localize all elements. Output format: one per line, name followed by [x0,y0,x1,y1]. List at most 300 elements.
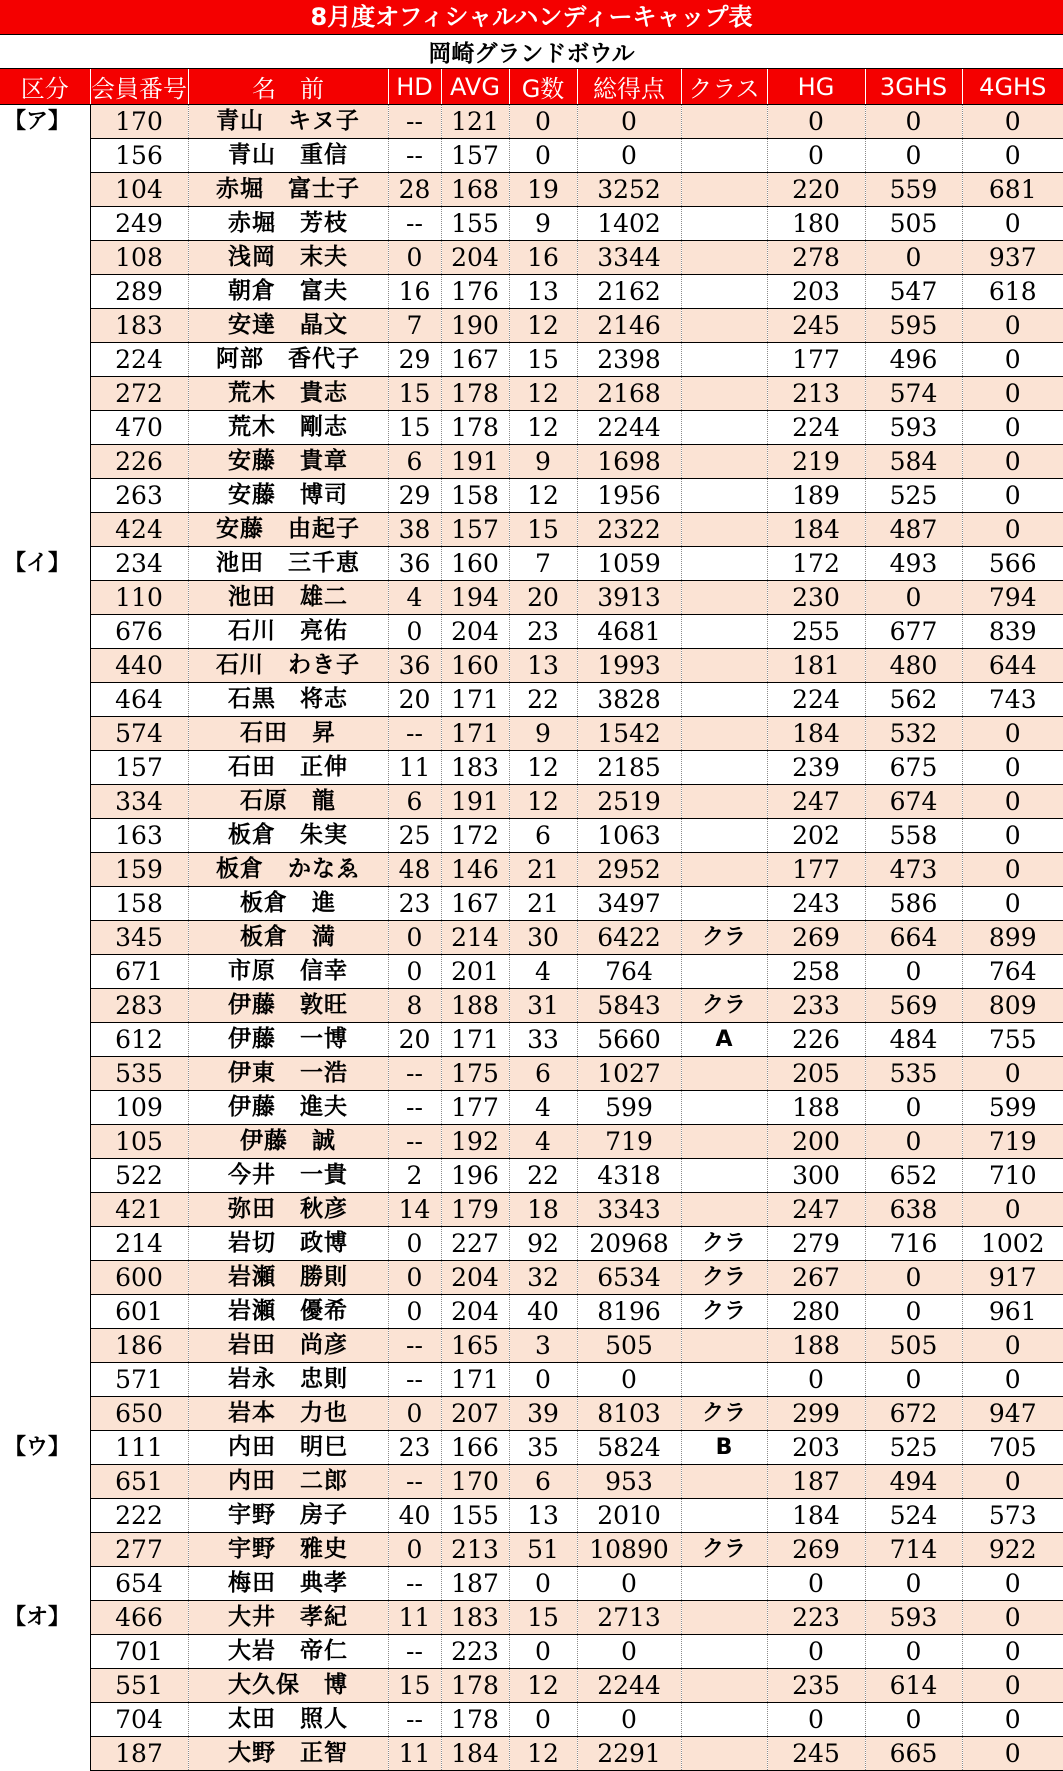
3ghs-value: 547 [865,275,962,309]
games-value: 15 [509,343,577,377]
member-id: 464 [90,683,188,717]
games-value: 39 [509,1397,577,1431]
3ghs-value: 0 [865,955,962,989]
member-id: 234 [90,547,188,581]
hd-value: 11 [388,1737,441,1771]
games-value: 0 [509,105,577,139]
total-score: 8103 [577,1397,681,1431]
row-section [0,139,90,173]
hd-value: 8 [388,989,441,1023]
class-value [681,1601,767,1635]
avg-value: 175 [441,1057,509,1091]
hd-value: 2 [388,1159,441,1193]
member-id: 104 [90,173,188,207]
member-id: 183 [90,309,188,343]
hd-value: -- [388,1635,441,1669]
3ghs-value: 524 [865,1499,962,1533]
header-4ghs: 4GHS [962,69,1063,105]
3ghs-value: 677 [865,615,962,649]
table-row [0,547,1063,581]
hg-value: 299 [767,1397,865,1431]
avg-value: 158 [441,479,509,513]
4ghs-value: 947 [962,1397,1063,1431]
member-id: 109 [90,1091,188,1125]
games-value: 3 [509,1329,577,1363]
4ghs-value: 0 [962,717,1063,751]
3ghs-value: 484 [865,1023,962,1057]
4ghs-value: 0 [962,785,1063,819]
class-value [681,309,767,343]
3ghs-value: 0 [865,1363,962,1397]
hd-value: -- [388,1057,441,1091]
member-name: 伊東 一浩 [188,1057,388,1091]
row-section [0,717,90,751]
3ghs-value: 716 [865,1227,962,1261]
3ghs-value: 0 [865,1635,962,1669]
table-row [0,1329,1063,1363]
table-row [0,751,1063,785]
header-class: クラス [681,69,767,105]
3ghs-value: 574 [865,377,962,411]
member-name: 荒木 貴志 [188,377,388,411]
total-score: 3344 [577,241,681,275]
4ghs-value: 794 [962,581,1063,615]
hd-value: -- [388,1091,441,1125]
table-row [0,1465,1063,1499]
avg-value: 166 [441,1431,509,1465]
4ghs-value: 0 [962,751,1063,785]
avg-value: 190 [441,309,509,343]
3ghs-value: 0 [865,139,962,173]
hg-value: 279 [767,1227,865,1261]
member-name: 浅岡 末夫 [188,241,388,275]
member-id: 522 [90,1159,188,1193]
4ghs-value: 599 [962,1091,1063,1125]
3ghs-value: 493 [865,547,962,581]
games-value: 92 [509,1227,577,1261]
hg-value: 188 [767,1091,865,1125]
row-section [0,1125,90,1159]
header-avg: AVG [441,69,509,105]
class-value [681,1567,767,1601]
total-score: 2519 [577,785,681,819]
4ghs-value: 917 [962,1261,1063,1295]
avg-value: 167 [441,343,509,377]
table-row [0,1601,1063,1635]
hd-value: 6 [388,785,441,819]
total-score: 2291 [577,1737,681,1771]
member-name: 伊藤 誠 [188,1125,388,1159]
total-score: 2168 [577,377,681,411]
hg-value: 247 [767,1193,865,1227]
hg-value: 202 [767,819,865,853]
hg-value: 184 [767,1499,865,1533]
3ghs-value: 0 [865,241,962,275]
class-value [681,377,767,411]
games-value: 20 [509,581,577,615]
member-name: 岩本 力也 [188,1397,388,1431]
games-value: 23 [509,615,577,649]
3ghs-value: 505 [865,207,962,241]
row-section [0,751,90,785]
4ghs-value: 0 [962,1601,1063,1635]
hd-value: -- [388,1703,441,1737]
3ghs-value: 584 [865,445,962,479]
member-name: 板倉 進 [188,887,388,921]
4ghs-value: 0 [962,1465,1063,1499]
avg-value: 171 [441,683,509,717]
4ghs-value: 0 [962,139,1063,173]
games-value: 30 [509,921,577,955]
total-score: 3343 [577,1193,681,1227]
hd-value: 0 [388,1397,441,1431]
table-row [0,1057,1063,1091]
avg-value: 170 [441,1465,509,1499]
table-row [0,411,1063,445]
3ghs-value: 614 [865,1669,962,1703]
3ghs-value: 0 [865,581,962,615]
games-value: 0 [509,1363,577,1397]
4ghs-value: 0 [962,1193,1063,1227]
games-value: 12 [509,751,577,785]
row-section [0,581,90,615]
row-section [0,1737,90,1771]
hg-value: 184 [767,717,865,751]
total-score: 1059 [577,547,681,581]
3ghs-value: 0 [865,1295,962,1329]
3ghs-value: 496 [865,343,962,377]
4ghs-value: 809 [962,989,1063,1023]
total-score: 20968 [577,1227,681,1261]
class-value [681,683,767,717]
games-value: 31 [509,989,577,1023]
3ghs-value: 525 [865,479,962,513]
games-value: 7 [509,547,577,581]
member-id: 571 [90,1363,188,1397]
avg-value: 204 [441,241,509,275]
games-value: 15 [509,513,577,547]
class-value [681,445,767,479]
avg-value: 187 [441,1567,509,1601]
member-id: 272 [90,377,188,411]
row-section [0,853,90,887]
4ghs-value: 0 [962,343,1063,377]
member-id: 105 [90,1125,188,1159]
4ghs-value: 0 [962,513,1063,547]
hg-value: 300 [767,1159,865,1193]
row-section [0,649,90,683]
4ghs-value: 0 [962,1057,1063,1091]
class-value [681,411,767,445]
member-name: 大岩 帝仁 [188,1635,388,1669]
games-value: 18 [509,1193,577,1227]
table-row [0,683,1063,717]
games-value: 19 [509,173,577,207]
header-total: 総得点 [577,69,681,105]
avg-value: 172 [441,819,509,853]
row-section [0,1261,90,1295]
member-name: 安達 晶文 [188,309,388,343]
3ghs-value: 664 [865,921,962,955]
row-section [0,615,90,649]
member-name: 市原 信幸 [188,955,388,989]
4ghs-value: 839 [962,615,1063,649]
hg-value: 188 [767,1329,865,1363]
hg-value: 245 [767,309,865,343]
hg-value: 189 [767,479,865,513]
header-hg: HG [767,69,865,105]
header-section: 区分 [0,69,90,105]
table-row [0,139,1063,173]
avg-value: 160 [441,547,509,581]
table-row [0,1227,1063,1261]
table-row [0,445,1063,479]
4ghs-value: 0 [962,819,1063,853]
games-value: 0 [509,1703,577,1737]
table-row [0,1499,1063,1533]
games-value: 21 [509,853,577,887]
member-name: 石田 正伸 [188,751,388,785]
avg-value: 213 [441,1533,509,1567]
avg-value: 207 [441,1397,509,1431]
member-id: 535 [90,1057,188,1091]
hg-value: 258 [767,955,865,989]
table-row [0,1023,1063,1057]
total-score: 953 [577,1465,681,1499]
row-section: 【ウ】 [0,1431,90,1465]
table-row [0,955,1063,989]
member-name: 岩切 政博 [188,1227,388,1261]
4ghs-value: 0 [962,1703,1063,1737]
4ghs-value: 0 [962,1363,1063,1397]
row-section [0,1363,90,1397]
avg-value: 155 [441,207,509,241]
member-id: 170 [90,105,188,139]
member-name: 岩永 忠則 [188,1363,388,1397]
4ghs-value: 644 [962,649,1063,683]
row-section [0,1227,90,1261]
hg-value: 177 [767,343,865,377]
hg-value: 247 [767,785,865,819]
table-row [0,343,1063,377]
games-value: 4 [509,955,577,989]
avg-value: 160 [441,649,509,683]
class-value [681,955,767,989]
table-row [0,785,1063,819]
member-id: 226 [90,445,188,479]
3ghs-value: 487 [865,513,962,547]
row-section [0,411,90,445]
class-value [681,1125,767,1159]
hd-value: -- [388,1465,441,1499]
member-id: 551 [90,1669,188,1703]
avg-value: 178 [441,377,509,411]
avg-value: 177 [441,1091,509,1125]
table-row [0,207,1063,241]
class-value: クラ [681,1261,767,1295]
member-name: 内田 明巳 [188,1431,388,1465]
total-score: 0 [577,1567,681,1601]
member-name: 岩瀬 勝則 [188,1261,388,1295]
hd-value: 7 [388,309,441,343]
class-value [681,1703,767,1737]
avg-value: 155 [441,1499,509,1533]
member-id: 263 [90,479,188,513]
member-id: 421 [90,1193,188,1227]
row-section [0,241,90,275]
hg-value: 213 [767,377,865,411]
3ghs-value: 593 [865,411,962,445]
member-name: 池田 三千恵 [188,547,388,581]
hg-value: 230 [767,581,865,615]
3ghs-value: 525 [865,1431,962,1465]
avg-value: 121 [441,105,509,139]
3ghs-value: 505 [865,1329,962,1363]
games-value: 6 [509,1057,577,1091]
row-section [0,921,90,955]
games-value: 12 [509,411,577,445]
total-score: 2010 [577,1499,681,1533]
table-row [0,241,1063,275]
avg-value: 204 [441,1261,509,1295]
hd-value: 11 [388,751,441,785]
4ghs-value: 937 [962,241,1063,275]
hd-value: -- [388,1125,441,1159]
table-row [0,989,1063,1023]
total-score: 505 [577,1329,681,1363]
class-value [681,1363,767,1397]
3ghs-value: 0 [865,1567,962,1601]
3ghs-value: 0 [865,1125,962,1159]
4ghs-value: 764 [962,955,1063,989]
member-name: 弥田 秋彦 [188,1193,388,1227]
3ghs-value: 558 [865,819,962,853]
class-value: B [681,1431,767,1465]
class-value [681,819,767,853]
row-section [0,887,90,921]
row-section [0,1295,90,1329]
avg-value: 204 [441,1295,509,1329]
member-name: 岩瀬 優希 [188,1295,388,1329]
avg-value: 178 [441,1703,509,1737]
member-id: 156 [90,139,188,173]
member-id: 158 [90,887,188,921]
games-value: 9 [509,445,577,479]
4ghs-value: 573 [962,1499,1063,1533]
avg-value: 194 [441,581,509,615]
member-id: 289 [90,275,188,309]
table-row [0,1635,1063,1669]
hd-value: 0 [388,1295,441,1329]
table-row [0,717,1063,751]
avg-value: 196 [441,1159,509,1193]
games-value: 22 [509,1159,577,1193]
hd-value: 0 [388,1227,441,1261]
hg-value: 0 [767,1363,865,1397]
table-row [0,377,1063,411]
hg-value: 267 [767,1261,865,1295]
hd-value: 0 [388,1533,441,1567]
member-name: 伊藤 敦旺 [188,989,388,1023]
4ghs-value: 0 [962,1635,1063,1669]
games-value: 12 [509,1737,577,1771]
4ghs-value: 755 [962,1023,1063,1057]
member-name: 荒木 剛志 [188,411,388,445]
avg-value: 183 [441,1601,509,1635]
total-score: 5660 [577,1023,681,1057]
member-name: 太田 照人 [188,1703,388,1737]
member-id: 600 [90,1261,188,1295]
row-section [0,1023,90,1057]
total-score: 2713 [577,1601,681,1635]
member-name: 宇野 房子 [188,1499,388,1533]
total-score: 3913 [577,581,681,615]
total-score: 1542 [577,717,681,751]
class-value [681,1057,767,1091]
member-id: 111 [90,1431,188,1465]
hd-value: 15 [388,1669,441,1703]
row-section [0,1193,90,1227]
class-value: クラ [681,1227,767,1261]
3ghs-value: 638 [865,1193,962,1227]
member-id: 345 [90,921,188,955]
hg-value: 278 [767,241,865,275]
hg-value: 269 [767,921,865,955]
avg-value: 178 [441,1669,509,1703]
member-id: 440 [90,649,188,683]
table-row [0,1397,1063,1431]
games-value: 12 [509,479,577,513]
avg-value: 191 [441,785,509,819]
hg-value: 235 [767,1669,865,1703]
row-section [0,1465,90,1499]
avg-value: 165 [441,1329,509,1363]
member-id: 222 [90,1499,188,1533]
hd-value: 6 [388,445,441,479]
table-row [0,1533,1063,1567]
member-name: 内田 二郎 [188,1465,388,1499]
games-value: 0 [509,139,577,173]
avg-value: 214 [441,921,509,955]
table-row [0,853,1063,887]
member-id: 466 [90,1601,188,1635]
4ghs-value: 0 [962,309,1063,343]
games-value: 9 [509,717,577,751]
hd-value: 0 [388,241,441,275]
total-score: 0 [577,1363,681,1397]
4ghs-value: 961 [962,1295,1063,1329]
4ghs-value: 566 [962,547,1063,581]
table-row [0,1363,1063,1397]
member-name: 安藤 由起子 [188,513,388,547]
total-score: 1993 [577,649,681,683]
class-value [681,649,767,683]
table-row [0,173,1063,207]
avg-value: 157 [441,513,509,547]
hd-value: 36 [388,649,441,683]
total-score: 2322 [577,513,681,547]
avg-value: 227 [441,1227,509,1261]
row-section [0,1635,90,1669]
hd-value: -- [388,207,441,241]
4ghs-value: 0 [962,1669,1063,1703]
hd-value: -- [388,717,441,751]
hd-value: 38 [388,513,441,547]
hd-value: 29 [388,479,441,513]
hg-value: 200 [767,1125,865,1159]
games-value: 0 [509,1567,577,1601]
member-name: 青山 重信 [188,139,388,173]
